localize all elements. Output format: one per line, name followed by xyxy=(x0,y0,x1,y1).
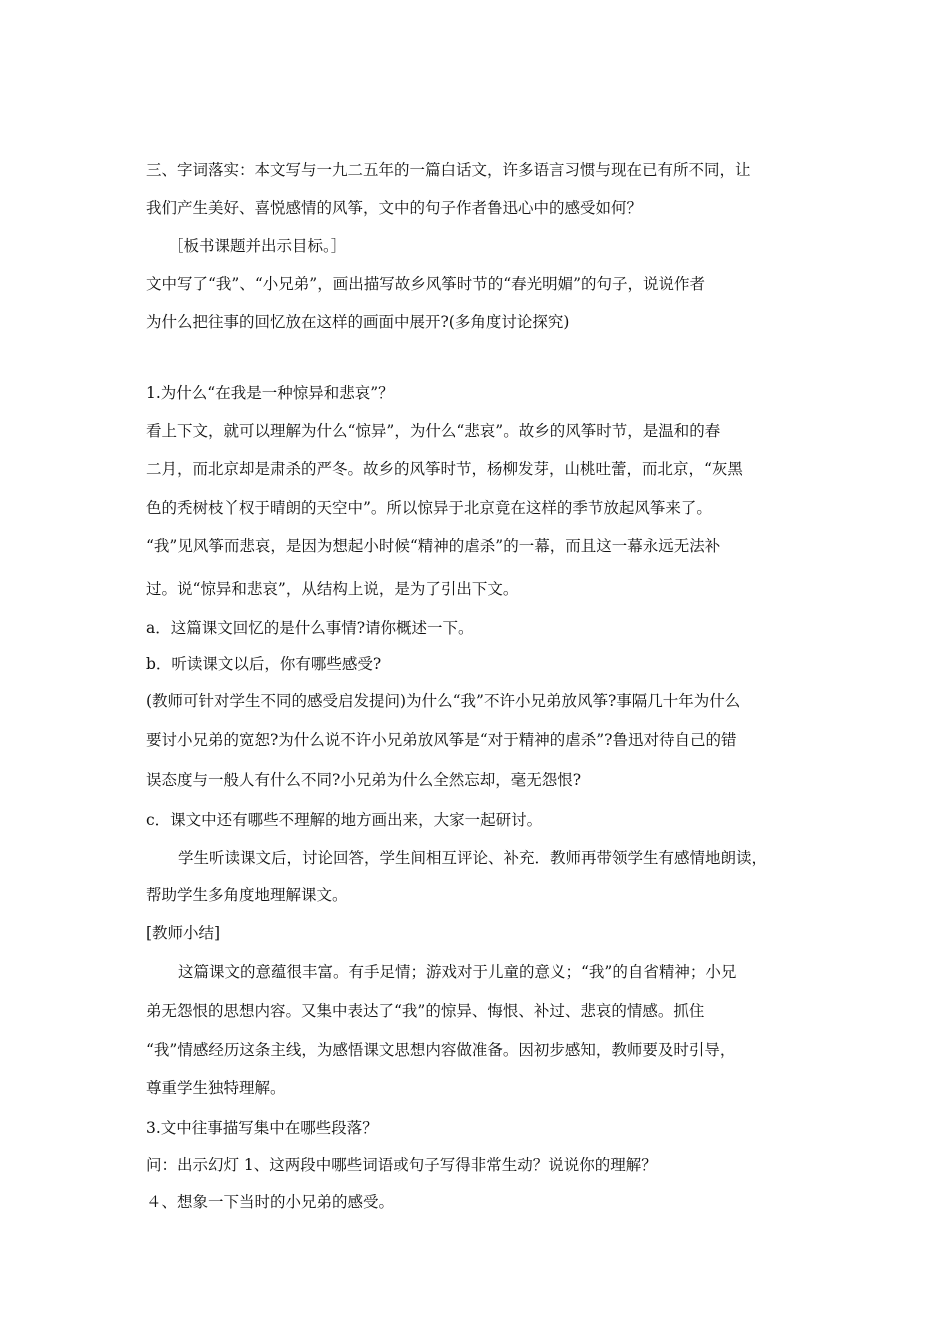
text-line: 三、字词落实：本文写与一九二五年的一篇白话文，许多语言习惯与现在已有所不同，让 xyxy=(146,161,751,179)
text-line: 看上下文，就可以理解为什么“惊异”，为什么“悲哀”。故乡的风筝时节，是温和的春 xyxy=(146,422,721,440)
text-line: “我”见风筝而悲哀，是因为想起小时候“精神的虐杀”的一幕，而且这一幕永远无法补 xyxy=(146,537,721,555)
text-line: b．听读课文以后，你有哪些感受? xyxy=(146,655,382,673)
text-line: 文中写了“我”、“小兄弟”，画出描写故乡风筝时节的“春光明媚”的句子，说说作者 xyxy=(146,275,706,293)
text-line: 要讨小兄弟的宽恕?为什么说不许小兄弟放风筝是“对于精神的虐杀”?鲁迅对待自己的错 xyxy=(146,731,737,749)
text-line: [教师小结] xyxy=(146,924,221,942)
text-line: 尊重学生独特理解。 xyxy=(146,1079,286,1097)
text-line: ４、想象一下当时的小兄弟的感受。 xyxy=(146,1193,395,1211)
text-line: 误态度与一般人有什么不同?小兄弟为什么全然忘却，毫无怨恨? xyxy=(146,771,582,789)
text-line: 二月，而北京却是肃杀的严冬。故乡的风筝时节，杨柳发芽，山桃吐蕾，而北京，“灰黑 xyxy=(146,460,743,478)
text-line: “我”情感经历这条主线，为感悟课文思想内容做准备。因初步感知，教师要及时引导， xyxy=(146,1041,736,1059)
text-line: 色的秃树枝丫杈于晴朗的天空中”。所以惊异于北京竟在这样的季节放起风筝来了。 xyxy=(146,499,712,517)
text-line: 问：出示幻灯 1、这两段中哪些词语或句子写得非常生动？说说你的理解？ xyxy=(146,1156,657,1174)
text-line: 3.文中往事描写集中在哪些段落？ xyxy=(146,1119,378,1137)
text-line: a．这篇课文回忆的是什么事情?请你概述一下。 xyxy=(146,619,474,637)
text-line: 这篇课文的意蕴很丰富。有手足情；游戏对于儿童的意义；“我”的自省精神；小兄 xyxy=(178,963,737,981)
text-line: 帮助学生多角度地理解课文。 xyxy=(146,886,348,904)
text-line: 1.为什么“在我是一种惊异和悲哀”？ xyxy=(146,384,394,402)
text-line: 为什么把往事的回忆放在这样的画面中展开?(多角度讨论探究) xyxy=(146,313,570,331)
text-line: 过。说“惊异和悲哀”，从结构上说，是为了引出下文。 xyxy=(146,580,519,598)
text-line: 我们产生美好、喜悦感情的风筝，文中的句子作者鲁迅心中的感受如何？ xyxy=(146,199,643,217)
text-line: ［板书课题并出示目标。］ xyxy=(168,237,347,255)
text-line: 学生听读课文后，讨论回答，学生间相互评论、补充．教师再带领学生有感情地朗读， xyxy=(178,849,768,867)
text-line: 弟无怨恨的思想内容。又集中表达了“我”的惊异、悔恨、补过、悲哀的情感。抓住 xyxy=(146,1002,705,1020)
text-line: c．课文中还有哪些不理解的地方画出来，大家一起研讨。 xyxy=(146,811,543,829)
text-line: (教师可针对学生不同的感受启发提问)为什么“我”不许小兄弟放风筝?事隔几十年为什么 xyxy=(146,692,741,710)
